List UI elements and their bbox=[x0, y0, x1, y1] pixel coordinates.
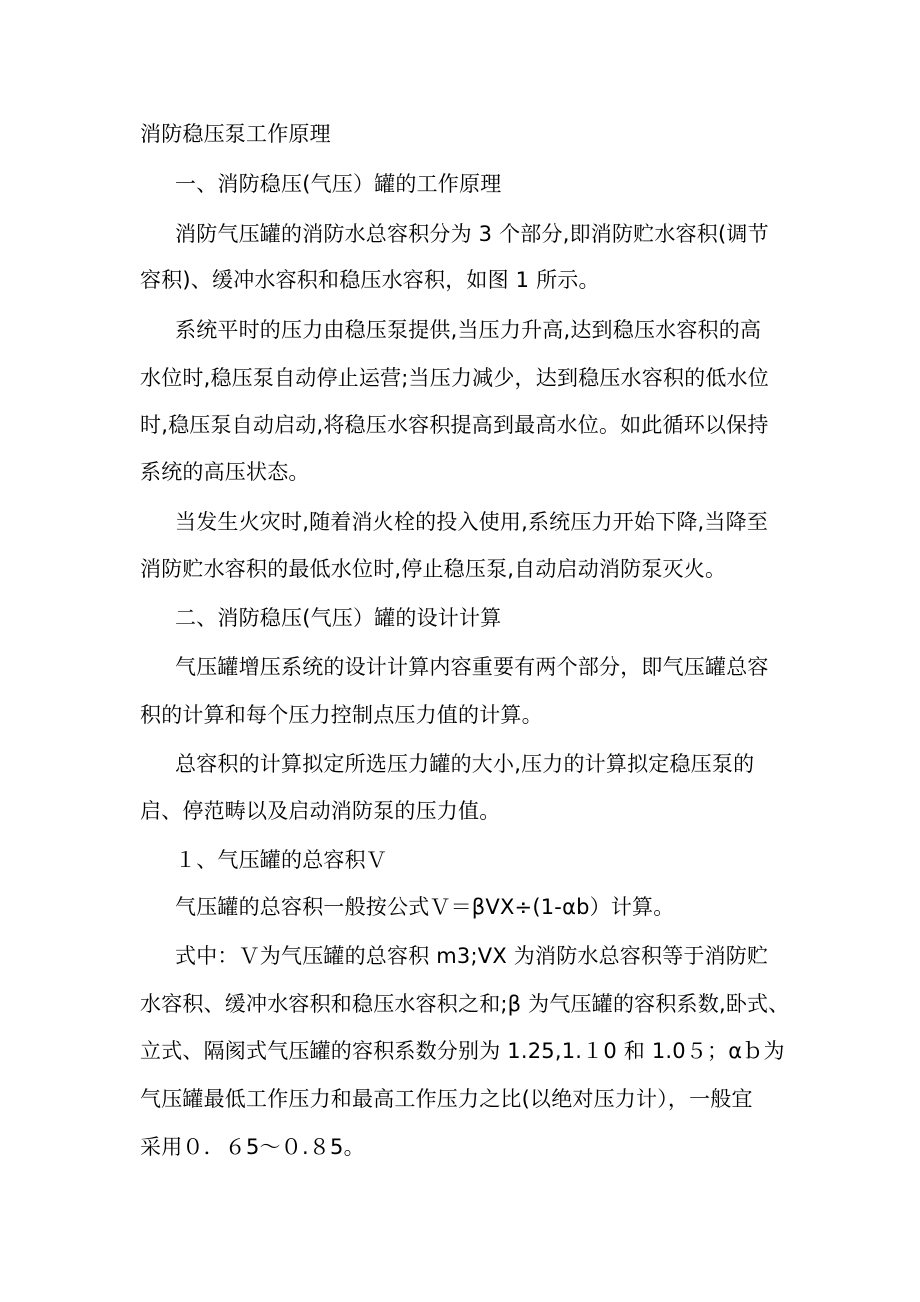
paragraph-line: 消防贮水容积的最低水位时,停止稳压泵,自动启动消防泵灭火。 bbox=[140, 557, 727, 581]
paragraph-line: 水位时,稳压泵自动停止运营;当压力减少，达到稳压水容积的低水位 bbox=[140, 366, 769, 390]
section-heading: 二、消防稳压(气压）罐的设计计算 bbox=[175, 606, 502, 630]
paragraph-line: 时,稳压泵自动启动,将稳压水容积提高到最高水位。如此循环以保持 bbox=[140, 413, 769, 437]
paragraph-line: 当发生火灾时,随着消火栓的投入使用,系统压力开始下降,当降至 bbox=[175, 510, 769, 534]
paragraph-line: 系统平时的压力由稳压泵提供,当压力升高,达到稳压水容积的高 bbox=[175, 318, 762, 342]
paragraph-line: 采用０．６5～０.８5。 bbox=[140, 1135, 365, 1159]
section-heading: 一、消防稳压(气压）罐的工作原理 bbox=[175, 172, 502, 196]
formula-line: 气压罐的总容积一般按公式Ｖ＝βVX÷(1-αb）计算。 bbox=[175, 895, 675, 919]
paragraph-line: 消防气压罐的消防水总容积分为 3 个部分,即消防贮水容积(调节 bbox=[175, 222, 769, 246]
paragraph-line: 式中：Ｖ为气压罐的总容积 m3;VX 为消防水总容积等于消防贮 bbox=[175, 944, 769, 968]
paragraph-line: 系统的高压状态。 bbox=[140, 460, 310, 484]
paragraph-line: 总容积的计算拟定所选压力罐的大小,压力的计算拟定稳压泵的 bbox=[175, 752, 755, 776]
paragraph-line: 容积)、缓冲水容积和稳压水容积，如图 1 所示。 bbox=[140, 268, 600, 292]
document-title: 消防稳压泵工作原理 bbox=[140, 122, 331, 146]
paragraph-line: 立式、隔阂式气压罐的容积系数分别为 1.25,1.１0 和 1.0５；αｂ为 bbox=[140, 1039, 785, 1063]
paragraph-line: 积的计算和每个压力控制点压力值的计算。 bbox=[140, 703, 543, 727]
paragraph-line: 气压罐增压系统的设计计算内容重要有两个部分，即气压罐总容 bbox=[175, 655, 769, 679]
paragraph-line: 启、停范畴以及启动消防泵的压力值。 bbox=[140, 799, 501, 823]
paragraph-line: 水容积、缓冲水容积和稳压水容积之和;β 为气压罐的容积系数,卧式、 bbox=[140, 992, 790, 1016]
paragraph-line: 气压罐最低工作压力和最高工作压力之比(以绝对压力计），一般宜 bbox=[140, 1087, 753, 1111]
subsection-heading: １、气压罐的总容积Ｖ bbox=[175, 848, 387, 872]
